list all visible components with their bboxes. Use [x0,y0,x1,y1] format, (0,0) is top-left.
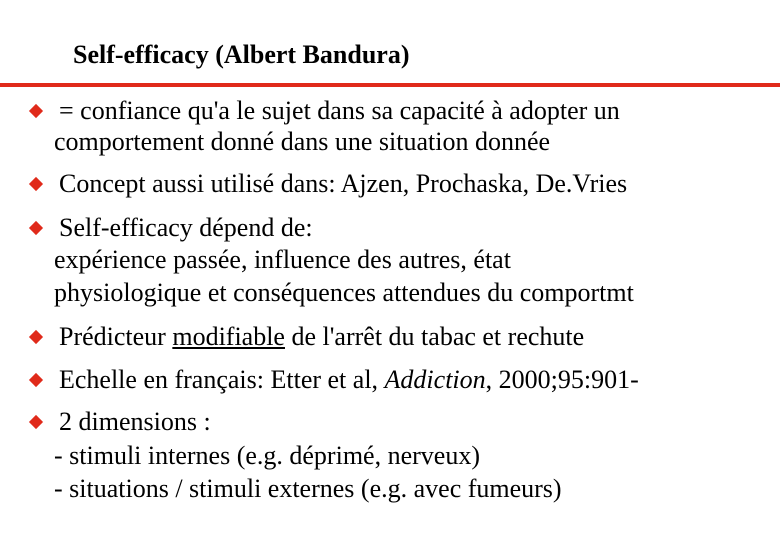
bullet-line [59,365,639,395]
diamond-bullet-icon [29,104,43,118]
journal-name: Addiction [384,365,486,394]
bullet-line: physiologique et conséquences attendues du comportmt [54,278,634,307]
text-segment: de l'arrêt du tabac et rechute [284,322,585,351]
slide-title: Self-efficacy (Albert Bandura) [73,40,410,69]
bullet-line: expérience passée, influence des autres, état [54,245,511,274]
bullet-line: = confiance qu'a le sujet dans sa capacité à adopter un [59,96,620,125]
diamond-bullet-icon [29,373,43,387]
bullet-line: comportement donné dans une situation donnée [54,127,551,156]
diamond-bullet-icon [29,177,43,191]
text-segment: Prédicteur [59,322,173,351]
bullet-line: Self-efficacy dépend de: [59,213,313,242]
diamond-bullet-icon [29,221,43,235]
bullet-line: Concept aussi utilisé dans: Ajzen, Prochaska, De.Vries [59,169,628,198]
bullet-line: - stimuli internes (e.g. déprimé, nerveux) [54,441,480,470]
underlined-word: modifiable [172,322,285,351]
text-segment: Echelle en français: Etter et al, [59,365,385,394]
text-segment: , 2000;95:901- [485,365,639,394]
diamond-bullet-icon [29,415,43,429]
bullet-line: - situations / stimuli externes (e.g. avec fumeurs) [54,474,562,503]
diamond-bullet-icon [29,330,43,344]
bullet-line: 2 dimensions : [59,407,211,436]
title-divider [0,83,780,87]
bullet-line [59,322,584,352]
